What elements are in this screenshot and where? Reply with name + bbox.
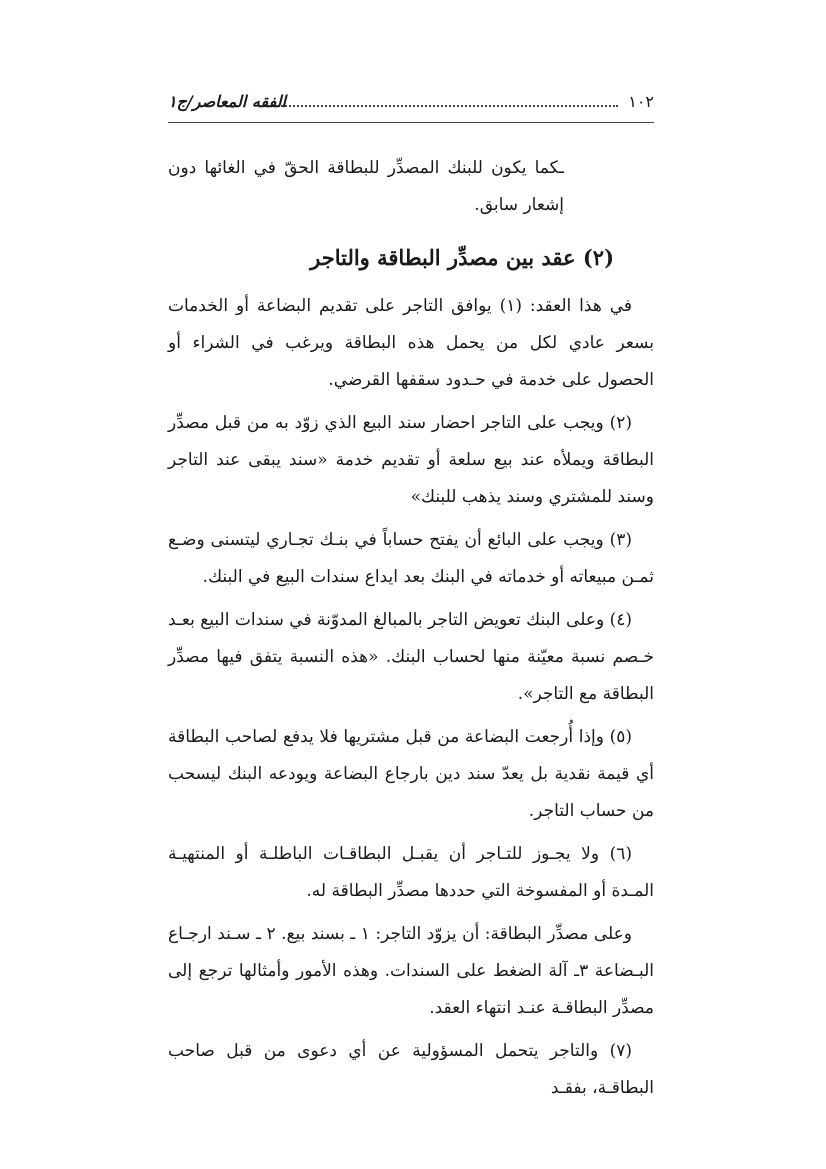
paragraph: وعلى مصدِّر البطاقة: أن يزوّد التاجر: ١ ـ بسند بيع. ٢ ـ سـند ارجـاع البـضاعة ٣ـ آلة الضغط على السندات. وهذه الأمور وأمثالها ترجع إلى مصدِّر البطاقـة عنـد انتهاء العقد. [168, 924, 654, 1018]
paragraph: (٢) ويجب على التاجر احضار سند البيع الذي زوّد به من قبل مصدِّر البطاقة ويملأه عند بيع سلعة أو تقديم خدمة «سند يبقى عند التاجر وسند للمشتري وسند يذهب للبنك» [168, 413, 654, 507]
header-rule [168, 122, 654, 123]
paragraph: (٤) وعلى البنك تعويض التاجر بالمبالغ المدوّنة في سندات البيع بعـد خـصم نسبة معيّنة منها لحساب البنك. «هذه النسبة يتفق فيها مصدِّر البطاقة مع التاجر». [168, 610, 654, 704]
paragraph: في هذا العقد: (١) يوافق التاجر على تقديم البضاعة أو الخدمات بسعر عادي لكل من يحمل هذه البطاقة ويرغب في الشراء أو الحصول على خدمة في حـدود سقفها القرضي. [168, 296, 654, 390]
paragraph: (٧) والتاجر يتحمل المسؤولية عن أي دعوى من قبل صاحب البطاقـة، بفقـد [168, 1041, 654, 1098]
running-title: الفقه المعاصر/ج١ [168, 92, 286, 111]
paragraph: (٦) ولا يجـوز للتـاجر أن يقبـل البطاقـات الباطلـة أو المنتهيـة المـدة أو المفسوخة التي حددها مصدِّر البطاقة له. [168, 844, 654, 901]
header-leader-dots [278, 105, 618, 107]
page-number: ١٠٢ [628, 92, 654, 111]
page-header [168, 92, 654, 124]
section-heading: (٢) عقد بين مصدِّر البطاقة والتاجر [310, 245, 614, 270]
paragraph: (٣) ويجب على البائع أن يفتح حساباً في بنـك تجـاري ليتسنى وضـع ثمـن مبيعاته أو خدماته في البنك بعد ايداع سندات البيع في البنك. [168, 530, 654, 587]
page-body [168, 150, 654, 1113]
paragraph: (٥) وإذا أُرجعت البضاعة من قبل مشتريها فلا يدفع لصاحب البطاقة أي قيمة نقدية بل يعدّ سند دين بارجاع البضاعة ويودعه البنك ليسحب من حساب التاجر. [168, 727, 654, 821]
intro-line: ـكما يكون للبنك المصدِّر للبطاقة الحقّ في الغائها دون إشعار سابق. [168, 158, 564, 215]
